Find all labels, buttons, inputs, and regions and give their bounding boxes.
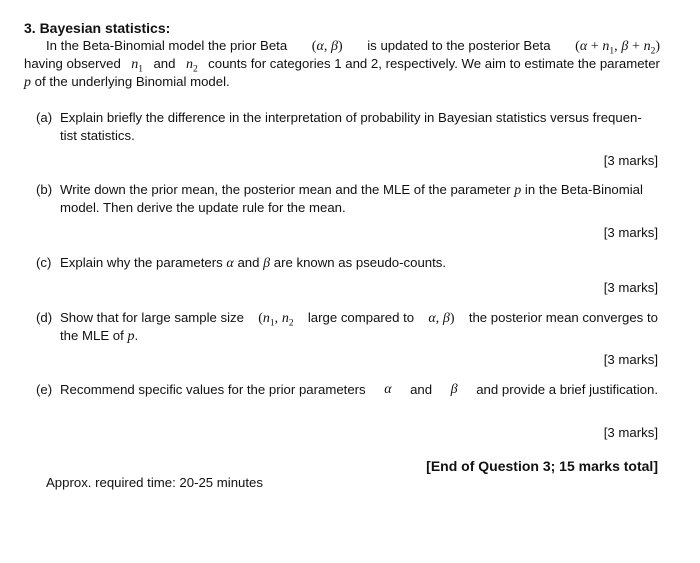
part-a-line-2: tist statistics. [60, 128, 135, 143]
math-prior-params: (α, β) [311, 39, 343, 54]
end-of-question-note: [End of Question 3; 15 marks total] [426, 458, 658, 474]
part-c-label: (c) [36, 255, 52, 270]
part-a-line-1: Explain briefly the difference in the interpretation of probability in Bayesian statistics versus frequen- [60, 110, 642, 125]
part-b-marks: [3 marks] [603, 225, 658, 240]
part-b-line-2: model. Then derive the update rule for the mean. [60, 200, 346, 215]
math-alpha-beta: α, β) [428, 311, 455, 326]
math-posterior-params: ($\alpha + n_1$, $\beta + n_2$) [575, 39, 660, 57]
math-p: p [24, 75, 31, 90]
intro-line-2 [24, 55, 660, 74]
part-b-line-1: Write down the prior mean, the posterior mean and the MLE of the parameter p in the Beta-Binomial [60, 182, 643, 198]
part-a-label: (a) [36, 110, 53, 125]
part-c-line-1: Explain why the parameters α and β are known as pseudo-counts. [60, 255, 447, 271]
part-c-marks: [3 marks] [603, 280, 658, 295]
part-b-label: (b) [36, 182, 53, 197]
intro-line-3 [24, 73, 230, 92]
part-d-line-1: Show that for large sample size ($n_1$, $n_2$ large compared to α, β) the posterior mean converges to [60, 310, 658, 329]
math-n2: $n_2$ [185, 57, 198, 75]
math-n1-n2: ($n_1$, $n_2$ [258, 311, 294, 329]
math-beta: β [263, 256, 271, 271]
math-beta: β [450, 382, 458, 397]
part-e-line-1: Recommend specific values for the prior parameters α and β and provide a brief justification. [60, 382, 658, 397]
math-alpha: α [384, 382, 392, 397]
math-n1: $n_1$ [131, 57, 143, 75]
part-d-label: (d) [36, 310, 53, 325]
part-e-marks: [3 marks] [603, 425, 658, 440]
intro-text: of the underlying Binomial model. [34, 74, 230, 89]
intro-text: having observed [24, 56, 121, 71]
part-d-line-2: the MLE of p. [60, 328, 139, 344]
intro-line-1 [46, 37, 660, 56]
intro-text: counts for categories 1 and 2, respectively. We aim to estimate the parameter [208, 56, 660, 71]
intro-text: In the Beta-Binomial model the prior Beta [46, 38, 288, 53]
intro-text: is updated to the posterior Beta [367, 38, 551, 53]
math-alpha: α [226, 256, 234, 271]
part-e-label: (e) [36, 382, 53, 397]
required-time-note: Approx. required time: 20-25 minutes [46, 475, 263, 490]
intro-text: and [153, 56, 176, 71]
part-a-marks: [3 marks] [603, 153, 658, 168]
math-p: p [514, 183, 522, 198]
part-d-marks: [3 marks] [603, 352, 658, 367]
math-p: p [127, 329, 135, 344]
question-title: 3. Bayesian statistics: [24, 20, 171, 36]
